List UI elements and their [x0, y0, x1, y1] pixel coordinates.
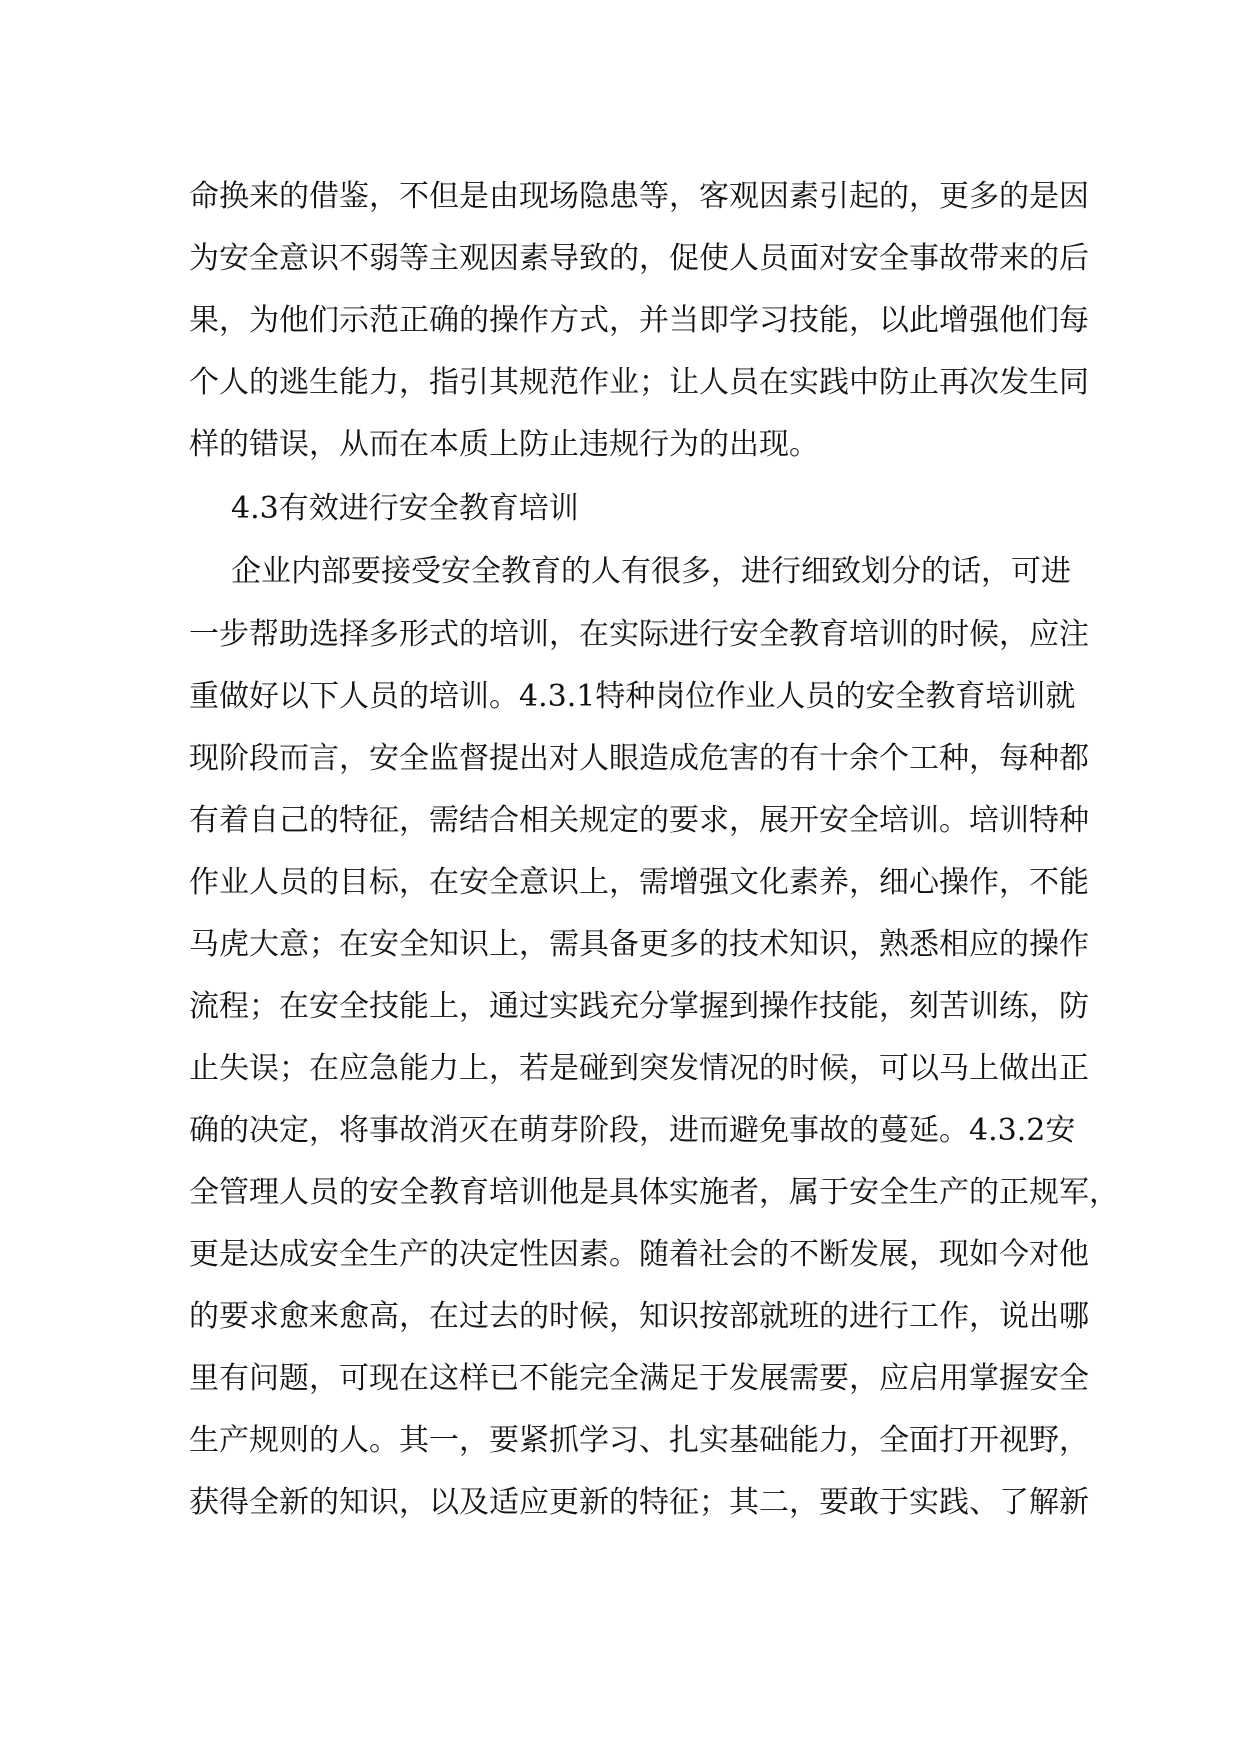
text-line: 一步帮助选择多形式的培训，在实际进行安全教育培训的时候，应注: [189, 617, 1089, 652]
text-line: 止失误；在应急能力上，若是碰到突发情况的时候，可以马上做出正: [189, 1051, 1089, 1086]
text-line: 马虎大意；在安全知识上，需具备更多的技术知识，熟悉相应的操作: [189, 927, 1089, 962]
text-line: 生产规则的人。其一，要紧抓学习、扎实基础能力，全面打开视野，: [189, 1423, 1089, 1458]
text-line: 获得全新的知识，以及适应更新的特征；其二，要敢于实践、了解新: [189, 1485, 1089, 1520]
text-line: 命换来的借鉴，不但是由现场隐患等，客观因素引起的，更多的是因: [189, 179, 1089, 214]
text-line: 个人的逃生能力，指引其规范作业；让人员在实践中防止再次发生同: [189, 365, 1089, 400]
text-line: 果，为他们示范正确的操作方式，并当即学习技能，以此增强他们每: [189, 303, 1089, 338]
text-line: 里有问题，可现在这样已不能完全满足于发展需要，应启用掌握安全: [189, 1361, 1089, 1396]
text-line: 流程；在安全技能上，通过实践充分掌握到操作技能，刻苦训练，防: [189, 989, 1089, 1024]
text-line: 作业人员的目标，在安全意识上，需增强文化素养，细心操作，不能: [189, 865, 1089, 900]
text-line: 全管理人员的安全教育培训他是具体实施者，属于安全生产的正规军，: [189, 1175, 1119, 1210]
text-line: 为安全意识不弱等主观因素导致的，促使人员面对安全事故带来的后: [189, 241, 1089, 276]
paragraph-first-line: 企业内部要接受安全教育的人有很多，进行细致划分的话，可进: [231, 554, 1071, 589]
text-line: 重做好以下人员的培训。4.3.1特种岗位作业人员的安全教育培训就: [189, 679, 1076, 714]
text-line: 有着自己的特征，需结合相关规定的要求，展开安全培训。培训特种: [189, 803, 1089, 838]
text-line: 更是达成安全生产的决定性因素。随着社会的不断发展，现如今对他: [189, 1237, 1089, 1272]
section-heading: 4.3有效进行安全教育培训: [231, 491, 579, 526]
text-line: 样的错误，从而在本质上防止违规行为的出现。: [189, 427, 819, 462]
text-line: 的要求愈来愈高，在过去的时候，知识按部就班的进行工作，说出哪: [189, 1299, 1089, 1334]
text-line: 确的决定，将事故消灭在萌芽阶段，进而避免事故的蔓延。4.3.2安: [189, 1113, 1076, 1148]
text-line: 现阶段而言，安全监督提出对人眼造成危害的有十余个工种，每种都: [189, 741, 1089, 776]
